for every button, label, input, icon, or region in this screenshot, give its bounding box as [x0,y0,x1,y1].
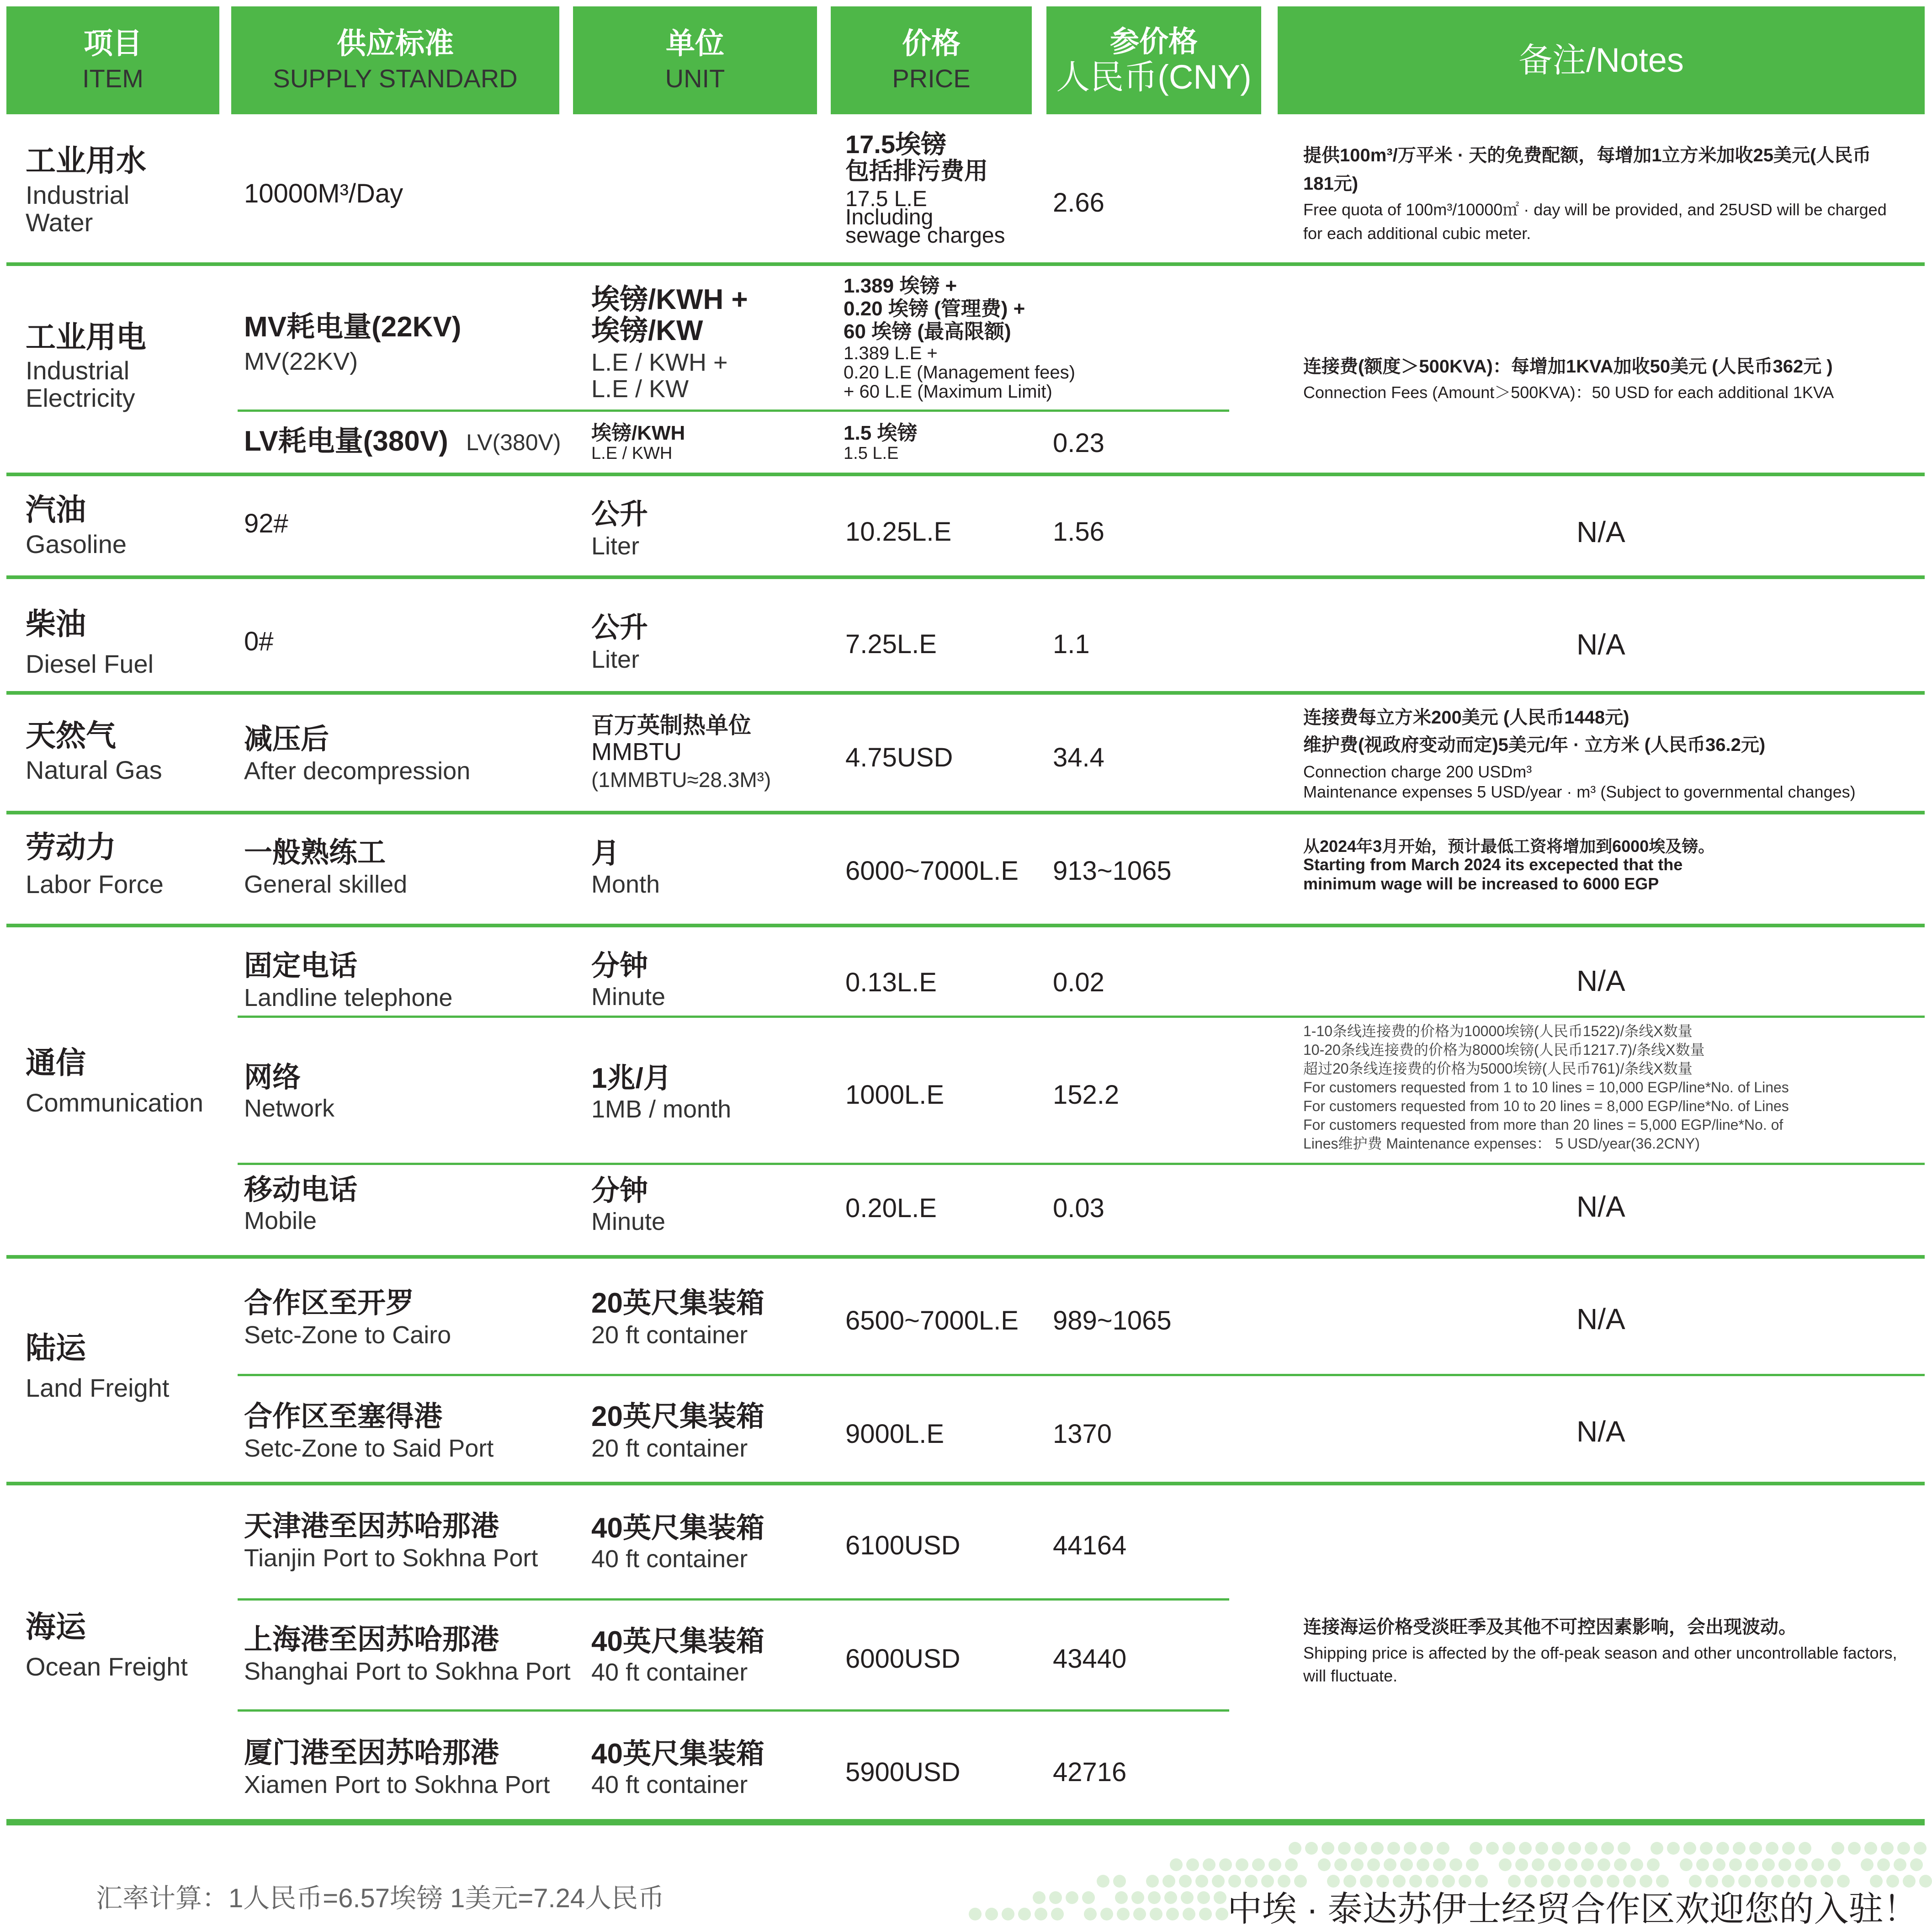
ocean-xiamen-unit-en: 40 ft container [591,1771,748,1798]
row-divider [6,473,1925,476]
communication-network-note: Lines维护费 Maintenance expenses： 5 USD/year(36.2CNY) [1303,1135,1700,1152]
ocean-shanghai-price: 6000USD [845,1644,961,1674]
header-notes-label: 备注/Notes [1518,41,1684,80]
decorative-dot [1614,1858,1627,1871]
ocean-shanghai-zh: 上海港至因苏哈那港 [244,1624,499,1655]
land-cairo-cny: 989~1065 [1053,1306,1172,1335]
communication-network-note: For customers requested from 10 to 20 lines = 8,000 EGP/line*No. of Lines [1303,1098,1789,1114]
decorative-dot [1581,1858,1594,1871]
labor-note-en: Starting from March 2024 its excepected that the [1303,855,1683,874]
decorative-dot [1197,1891,1210,1904]
water-standard: 10000M³/Day [244,179,403,208]
electricity-lv-unit-zh: 埃镑/KWH [591,422,685,444]
gas-note-en: Connection charge 200 USDm³ [1303,762,1532,781]
decorative-dot [1367,1858,1380,1871]
electricity-lv-price-en: 1.5 L.E [844,444,899,463]
communication-landline-unit-zh: 分钟 [591,950,648,982]
communication-network-note: 超过20条线连接费的价格为5000埃镑(人民币761)/条线X数量 [1303,1060,1693,1077]
row-divider [6,924,1925,927]
electricity-mv-price-zh: 0.20 埃镑 (管理费) + [844,298,1025,320]
decorative-dot [1552,1842,1565,1855]
gasoline-note: N/A [1576,516,1625,548]
decorative-dot [1680,1858,1693,1871]
decorative-dot [1696,1858,1709,1871]
header-item-en: ITEM [82,64,143,93]
decorative-dot [1195,1875,1208,1888]
land-item-en: Land Freight [26,1373,170,1402]
land-cairo-zh: 合作区至开罗 [244,1287,414,1319]
diesel-price: 7.25L.E [845,629,937,659]
ocean-tianjin-en: Tianjin Port to Sokhna Port [244,1544,538,1572]
water-price-zh: 17.5埃镑 [845,130,946,159]
diesel-note: N/A [1576,628,1625,661]
decorative-dot [1219,1858,1232,1871]
gasoline-unit-en: Liter [591,532,640,560]
communication-network-cny: 152.2 [1053,1080,1120,1110]
decorative-dot [1894,1858,1906,1871]
decorative-dot [1828,1858,1841,1871]
water-cny: 2.66 [1053,188,1104,218]
diesel-standard: 0# [244,627,274,656]
electricity-item-en: Industrial [26,356,130,385]
header-item [6,6,219,114]
decorative-dot [1713,1858,1725,1871]
decorative-dot [1746,1858,1758,1871]
header-price-zh: 价格 [902,27,961,60]
decorative-dot [1585,1842,1598,1855]
decorative-dot [1318,1858,1331,1871]
gas-note-zh: 连接费每立方米200美元 (人民币1448元) [1303,708,1629,728]
gasoline-item-en: Gasoline [26,530,127,559]
decorative-dot [1404,1842,1417,1855]
labor-unit-en: Month [591,871,660,898]
water-price-en: 17.5 L.E [845,187,927,211]
electricity-mv-price-zh: 1.389 埃镑 + [844,275,957,297]
communication-network-note: For customers requested from 1 to 10 lines = 10,000 EGP/line*No. of Lines [1303,1079,1789,1096]
ocean-note-en: will fluctuate. [1303,1666,1398,1685]
water-item-zh: 工业用水 [26,144,146,177]
gasoline-unit-zh: 公升 [591,499,648,530]
communication-mobile-cny: 0.03 [1053,1193,1104,1223]
diesel-item-zh: 柴油 [26,607,86,641]
ocean-tianjin-zh: 天津港至因苏哈那港 [244,1511,499,1542]
decorative-dot [1166,1908,1179,1920]
decorative-dot [1084,1908,1097,1920]
header-unit-en: UNIT [665,64,725,93]
ocean-tianjin-unit-zh: 40英尺集装箱 [591,1512,764,1544]
electricity-mv-zh: MV耗电量(22KV) [244,311,462,343]
electricity-note-en: Connection Fees (Amount＞500KVA)：50 USD for each additional 1KVA [1303,383,1834,402]
water-note-zh: 提供100m³/万平米 · 天的免费配额，每增加1立方米加收25美元(人民币 [1303,145,1871,165]
subrow-divider [238,1163,1925,1165]
gas-unit-zh: 百万英制热单位 [591,713,751,738]
decorative-dot [1799,1842,1811,1855]
decorative-dot [1400,1858,1413,1871]
decorative-dot [1199,1908,1212,1920]
decorative-dot [1716,1842,1729,1855]
electricity-mv-price-en: 0.20 L.E (Management fees) [844,362,1075,383]
communication-landline-en: Landline telephone [244,984,453,1011]
decorative-dot [1881,1842,1894,1855]
decorative-dot [1018,1908,1031,1920]
diesel-cny: 1.1 [1053,629,1090,659]
ocean-item-zh: 海运 [26,1610,86,1644]
decorative-dot [1371,1842,1384,1855]
electricity-mv-price-zh: 60 埃镑 (最高限额) [844,320,1011,343]
labor-item-en: Labor Force [26,870,164,899]
communication-network-en: Network [244,1095,335,1122]
decorative-dot [1186,1858,1199,1871]
decorative-dot [1795,1858,1808,1871]
header-cny [1046,6,1261,114]
gasoline-price: 10.25L.E [845,517,952,547]
diesel-item-en: Diesel Fuel [26,649,154,678]
water-price-en: Including [845,205,934,229]
decorative-dot [1877,1858,1890,1871]
land-cairo-en: Setc-Zone to Cairo [244,1321,451,1349]
decorative-dot [1162,1875,1175,1888]
decorative-dot [1630,1858,1643,1871]
decorative-dot [1170,1858,1183,1871]
decorative-dot [1113,1875,1126,1888]
decorative-dot [1322,1842,1334,1855]
decorative-dot [1910,1858,1923,1871]
decorative-dot [1183,1908,1195,1920]
electricity-lv-cny: 0.23 [1053,428,1104,458]
row-divider [6,811,1925,814]
decorative-dot [1811,1858,1824,1871]
decorative-dot [1749,1842,1762,1855]
ocean-shanghai-unit-zh: 40英尺集装箱 [591,1626,764,1657]
labor-price: 6000~7000L.E [845,856,1019,886]
decorative-dot [1486,1842,1499,1855]
decorative-dot [1782,1842,1795,1855]
communication-network-note: 10-20条线连接费的价格为8000埃镑(人民币1217.7)/条线X数量 [1303,1042,1705,1058]
header-price-en: PRICE [892,64,971,93]
decorative-dot [1568,1842,1581,1855]
header-price [831,6,1032,114]
land-said-zh: 合作区至塞得港 [244,1401,443,1432]
subrow-divider [238,410,1229,412]
decorative-dot [1214,1891,1226,1904]
ocean-shanghai-en: Shanghai Port to Sokhna Port [244,1658,571,1685]
exchange-rate-note: 汇率计算：1人民币=6.57埃镑 1美元=7.24人民币 [96,1883,665,1913]
decorative-dot [1117,1908,1130,1920]
decorative-dot [1066,1891,1078,1904]
electricity-mv-en: MV(22KV) [244,348,358,375]
electricity-note-zh: 连接费(额度＞500KVA)：每增加1KVA加收50美元 (人民币362元 ) [1303,356,1833,377]
decorative-dot [1131,1891,1144,1904]
ocean-xiamen-cny: 42716 [1053,1757,1127,1787]
decorative-dot [1766,1842,1778,1855]
electricity-item-zh: 工业用电 [26,320,146,354]
decorative-dot [1097,1875,1109,1888]
electricity-lv-price-zh: 1.5 埃镑 [844,422,918,444]
ocean-xiamen-zh: 厦门港至因苏哈那港 [244,1737,499,1769]
electricity-mv-unit-en: L.E / KW [591,375,689,403]
gas-standard-zh: 减压后 [244,723,329,755]
water-note-en: for each additional cubic meter. [1303,224,1531,243]
decorative-dot [1305,1842,1318,1855]
header-standard [231,6,559,114]
decorative-dot [1667,1842,1680,1855]
electricity-mv-unit-en: L.E / KWH + [591,349,728,376]
land-said-cny: 1370 [1053,1419,1112,1449]
electricity-mv-unit-zh: 埃镑/KW [591,315,703,346]
communication-mobile-unit-zh: 分钟 [591,1175,648,1207]
decorative-dot [1417,1858,1429,1871]
decorative-dot [1181,1891,1194,1904]
decorative-dot [1334,1858,1347,1871]
decorative-dot [1700,1842,1713,1855]
decorative-dot [1598,1858,1610,1871]
decorative-dot [1470,1842,1482,1855]
decorative-dot [1049,1891,1062,1904]
decorative-dot [1729,1858,1742,1871]
decorative-dot [1848,1842,1861,1855]
land-said-en: Setc-Zone to Said Port [244,1435,494,1462]
decorative-dot [1252,1858,1265,1871]
decorative-dot [1535,1842,1548,1855]
ocean-xiamen-unit-zh: 40英尺集装箱 [591,1738,764,1770]
labor-note-zh: 从2024年3月开始，预计最低工资将增加到6000埃及镑。 [1303,837,1715,856]
row-divider [6,691,1925,695]
decorative-dot [1179,1875,1192,1888]
decorative-dot [1133,1908,1146,1920]
land-item-zh: 陆运 [26,1331,86,1365]
water-note-en: Free quota of 100m³/10000㎡ · day will be provided, and 25USD will be charged [1303,200,1887,219]
gas-standard-en: After decompression [244,757,471,785]
decorative-dot [1778,1858,1791,1871]
decorative-dot [1115,1891,1128,1904]
decorative-dot [1203,1858,1215,1871]
decorative-dot [1035,1908,1047,1920]
ocean-note-en: Shipping price is affected by the off-peak season and other uncontrollable factors, [1303,1644,1897,1662]
header-cny-en: 人民币(CNY) [1056,58,1252,96]
subrow-divider [238,1709,1229,1712]
electricity-item-en: Electricity [26,383,135,412]
gas-unit-en: MMBTU [591,738,682,766]
labor-standard-zh: 一般熟练工 [244,837,386,868]
communication-mobile-unit-en: Minute [591,1208,666,1235]
header-unit [573,6,817,114]
decorative-dot [1354,1842,1367,1855]
electricity-mv-price-en: + 60 L.E (Maximum Limit) [844,382,1052,402]
decorative-dot [1449,1858,1462,1871]
electricity-lv-unit-en: L.E / KWH [591,444,673,463]
communication-landline-unit-en: Minute [591,983,666,1011]
decorative-dot [1548,1858,1561,1871]
communication-mobile-price: 0.20L.E [845,1193,937,1223]
ocean-item-en: Ocean Freight [26,1652,188,1681]
header-notes [1278,6,1925,114]
labor-cny: 913~1065 [1053,856,1172,886]
decorative-dot [1289,1842,1301,1855]
land-cairo-note: N/A [1576,1303,1625,1335]
gasoline-standard: 92# [244,509,288,538]
land-said-note: N/A [1576,1415,1625,1448]
decorative-dot [1236,1858,1248,1871]
electricity-lv-en: LV(380V) [466,430,561,455]
labor-note-en: minimum wage will be increased to 6000 EGP [1303,874,1659,893]
electricity-mv-unit-zh: 埃镑/KWH + [591,284,748,315]
decorative-dot [1914,1842,1927,1855]
row-divider [6,1482,1925,1485]
row-divider [6,1255,1925,1259]
ocean-tianjin-unit-en: 40 ft container [591,1545,748,1573]
decorative-dot [1002,1908,1014,1920]
decorative-dot [1683,1842,1696,1855]
decorative-dot [1433,1858,1446,1871]
communication-landline-zh: 固定电话 [244,950,358,982]
decorative-dot [1762,1858,1775,1871]
decorative-dot [1515,1858,1528,1871]
decorative-dot [1618,1842,1630,1855]
ocean-shanghai-cny: 43440 [1053,1644,1127,1674]
decorative-dot [1150,1908,1162,1920]
water-item-en: Water [26,208,93,237]
gasoline-item-zh: 汽油 [26,493,86,527]
subrow-divider [238,1598,1229,1601]
communication-network-price: 1000L.E [845,1080,945,1110]
decorative-dot [1499,1858,1512,1871]
land-cairo-unit-zh: 20英尺集装箱 [591,1287,764,1319]
communication-mobile-note: N/A [1576,1190,1625,1223]
decorative-dot [1164,1891,1177,1904]
communication-item-en: Communication [26,1088,204,1117]
table-bottom-rule [6,1819,1925,1825]
land-said-price: 9000L.E [845,1419,945,1449]
gasoline-cny: 1.56 [1053,517,1104,547]
decorative-dot [1387,1842,1400,1855]
decorative-dot [1502,1842,1515,1855]
header-standard-en: SUPPLY STANDARD [273,64,518,93]
water-item-en: Industrial [26,181,130,209]
ocean-xiamen-price: 5900USD [845,1757,961,1787]
decorative-dot [1384,1858,1396,1871]
land-cairo-price: 6500~7000L.E [845,1306,1019,1335]
labor-item-zh: 劳动力 [26,830,116,864]
decorative-dot [1601,1842,1614,1855]
communication-network-unit-en: 1MB / month [591,1096,732,1123]
communication-landline-note: N/A [1576,964,1625,997]
decorative-dot [1338,1842,1351,1855]
decorative-dot [1033,1891,1046,1904]
decorative-dot [1148,1891,1161,1904]
water-price-en: sewage charges [845,223,1005,248]
decorative-dot [1831,1842,1844,1855]
communication-mobile-en: Mobile [244,1207,317,1234]
row-divider [6,262,1925,266]
decorative-dot [1733,1842,1746,1855]
decorative-dot [1437,1842,1449,1855]
land-cairo-unit-en: 20 ft container [591,1321,748,1349]
decorative-dot [985,1908,998,1920]
communication-network-zh: 网络 [244,1062,301,1093]
gas-item-zh: 天然气 [26,718,116,752]
ocean-xiamen-en: Xiamen Port to Sokhna Port [244,1771,550,1798]
decorative-dot [1919,1875,1932,1888]
header-standard-zh: 供应标准 [337,27,454,60]
labor-unit-zh: 月 [591,838,620,869]
diesel-unit-zh: 公升 [591,612,648,644]
electricity-lv-zh: LV耗电量(380V) [244,426,448,457]
decorative-dot [1861,1858,1874,1871]
diesel-unit-en: Liter [591,646,640,673]
subrow-divider [238,1374,1925,1376]
communication-landline-cny: 0.02 [1053,968,1104,997]
decorative-dot [1651,1842,1663,1855]
communication-item-zh: 通信 [26,1046,86,1080]
header-item-zh: 项目 [84,27,142,60]
row-divider [6,575,1925,579]
decorative-dot [1212,1875,1225,1888]
communication-network-note: For customers requested from more than 20 lines = 5,000 EGP/line*No. of [1303,1117,1783,1133]
decorative-dot [1351,1858,1364,1871]
decorative-dot [1082,1891,1095,1904]
decorative-dot [1897,1842,1910,1855]
gas-cny: 34.4 [1053,743,1104,772]
water-price-zh: 包括排污费用 [845,158,988,185]
decorative-dot [1269,1858,1281,1871]
communication-mobile-zh: 移动电话 [244,1174,358,1206]
water-note-zh: 181元) [1303,174,1359,194]
communication-network-unit-zh: 1兆/月 [591,1063,672,1094]
gas-note-en: Maintenance expenses 5 USD/year · m³ (Subject to governmental changes) [1303,782,1856,801]
decorative-dot [1519,1842,1532,1855]
land-said-unit-en: 20 ft container [591,1435,748,1462]
electricity-mv-price-en: 1.389 L.E + [844,343,938,363]
ocean-tianjin-price: 6100USD [845,1531,961,1560]
decorative-dot [1532,1858,1545,1871]
decorative-dot [1647,1858,1660,1871]
header-cny-zh: 参价格 [1110,25,1198,58]
decorative-dot [1466,1858,1479,1871]
subrow-divider [238,1016,1925,1018]
gas-item-en: Natural Gas [26,755,162,784]
decorative-dot [969,1908,982,1920]
decorative-dot [1864,1842,1877,1855]
gas-price: 4.75USD [845,743,953,772]
decorative-dot [1285,1858,1298,1871]
header-unit-zh: 单位 [666,27,724,60]
ocean-note-zh: 连接海运价格受淡旺季及其他不可控因素影响，会出现波动。 [1303,1617,1797,1637]
ocean-shanghai-unit-en: 40 ft container [591,1659,748,1686]
decorative-dot [1146,1875,1159,1888]
ocean-tianjin-cny: 44164 [1053,1531,1127,1560]
gas-note-zh: 维护费(视政府变动而定)5美元/年 · 立方米 (人民币36.2元) [1303,735,1766,755]
welcome-slogan: 中埃 · 泰达苏伊士经贸合作区欢迎您的入驻！ [1227,1890,1918,1929]
decorative-dot [1565,1858,1577,1871]
land-said-unit-zh: 20英尺集装箱 [591,1401,764,1432]
communication-network-note: 1-10条线连接费的价格为10000埃镑(人民币1522)/条线X数量 [1303,1023,1693,1039]
decorative-dot [1100,1908,1113,1920]
decorative-dot [1420,1842,1433,1855]
gas-unit-en: (1MMBTU≈28.3M³) [591,768,771,792]
communication-landline-price: 0.13L.E [845,968,937,997]
decorative-dot [1051,1908,1064,1920]
labor-standard-en: General skilled [244,871,408,898]
decorative-dot [1215,1908,1228,1920]
